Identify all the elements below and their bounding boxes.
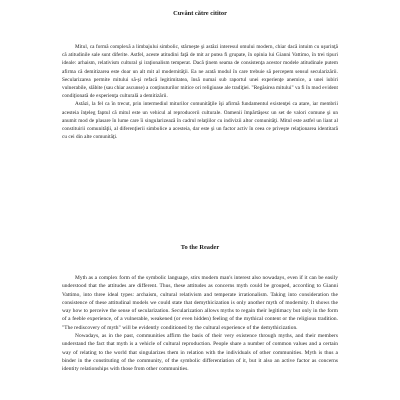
english-section (62, 244, 338, 374)
romanian-title: Cuvânt către cititor (173, 10, 227, 17)
romanian-paragraph-1: Mitul, ca formă complexă a limbajului simbolic, stârneşte şi astăzi interesul omului modern, chiar dacă intuim cu uşurinţă că atitudinile sale sunt diferite. Astfel, aceste atitudini faţă de mit ar putea fi grupate, în opinia lui Gianni Vattimo, în trei tipuri ideale: arhaism, relativism cultural şi iraţionalism temperat. Dacă ţinem seama de consistenţa acestor modele atitudinale putem afirma că demitizarea este doar un alt mit al modernităţii. Ea ne arată modul în care trebuie să percepem sensul secularizării. Secularizarea permite mitului să-şi refacă legitimitatea, însă numai sub raportul unei experienţe anemice, a unei iubiri vulnerabile, slăbite (sau chiar ascunse) a conţinuturilor mitice ori religioase ale tradiţiei. "Regăsirea mitului" va fi în mod evident condiţionată de experienţa culturală a demitizării. (62, 44, 338, 100)
english-paragraph-2: Nowadays, as in the past, communities affirm the basis of their very existence through myths, and their members understand the fact that myth is a vehicle of cultural reproduction. People share a number of common values and a certain way of relating to the world that singularizes them in relation with the individuals of other communities. Myth is thus a binder in the constituting of the community, of the symbolic differentiation of it, but it also an active factor as concerns identity relationships with those from other communities. (62, 333, 338, 373)
romanian-section (62, 10, 338, 141)
romanian-paragraph-2: Astăzi, la fel ca în trecut, prin intermediul miturilor comunităţile îşi afirmă fundamentul existenţei ca atare, iar membrii acesteia înţeleg faptul că mitul este un vehicul al reproducerii culturale. Oamenii împărtăşesc un set de valori comune şi un anumit mod de plasare în lume care îi singularizează în cadrul relaţiilor cu indivizii altor comunităţi. Mitul este astfel un liant al constituirii comunităţii, al diferenţierii simbolice a acesteia, dar este şi un factor activ în ceea ce priveşte relaţionarea identitară cu cei din alte comunităţi. (62, 101, 338, 141)
english-title: To the Reader (180, 244, 220, 251)
english-paragraph-1: Myth as a complex form of the symbolic language, stirs modern man's interest also nowadays, even if it can be easily understood that the attitudes are different. Thus, these attitudes as concerns myth could be grouped, according to Gianni Vattimo, into three ideal types: archaism, cultural relativism and temperate irrationalism. Taking into consideration the consistence of these attitudinal models we could state that demythicization is only another myth of modernity. It shows the way how to perceive the sense of secularization. Secularization allows myths to regain their legitimacy but only in the form of a feeble experience, of a vulnerable, weakened (or even hidden) feeling of the mythical content or the religious tradition. "The rediscovery of myth" will be evidently conditioned by the cultural experience of the demythicization. (62, 275, 338, 331)
